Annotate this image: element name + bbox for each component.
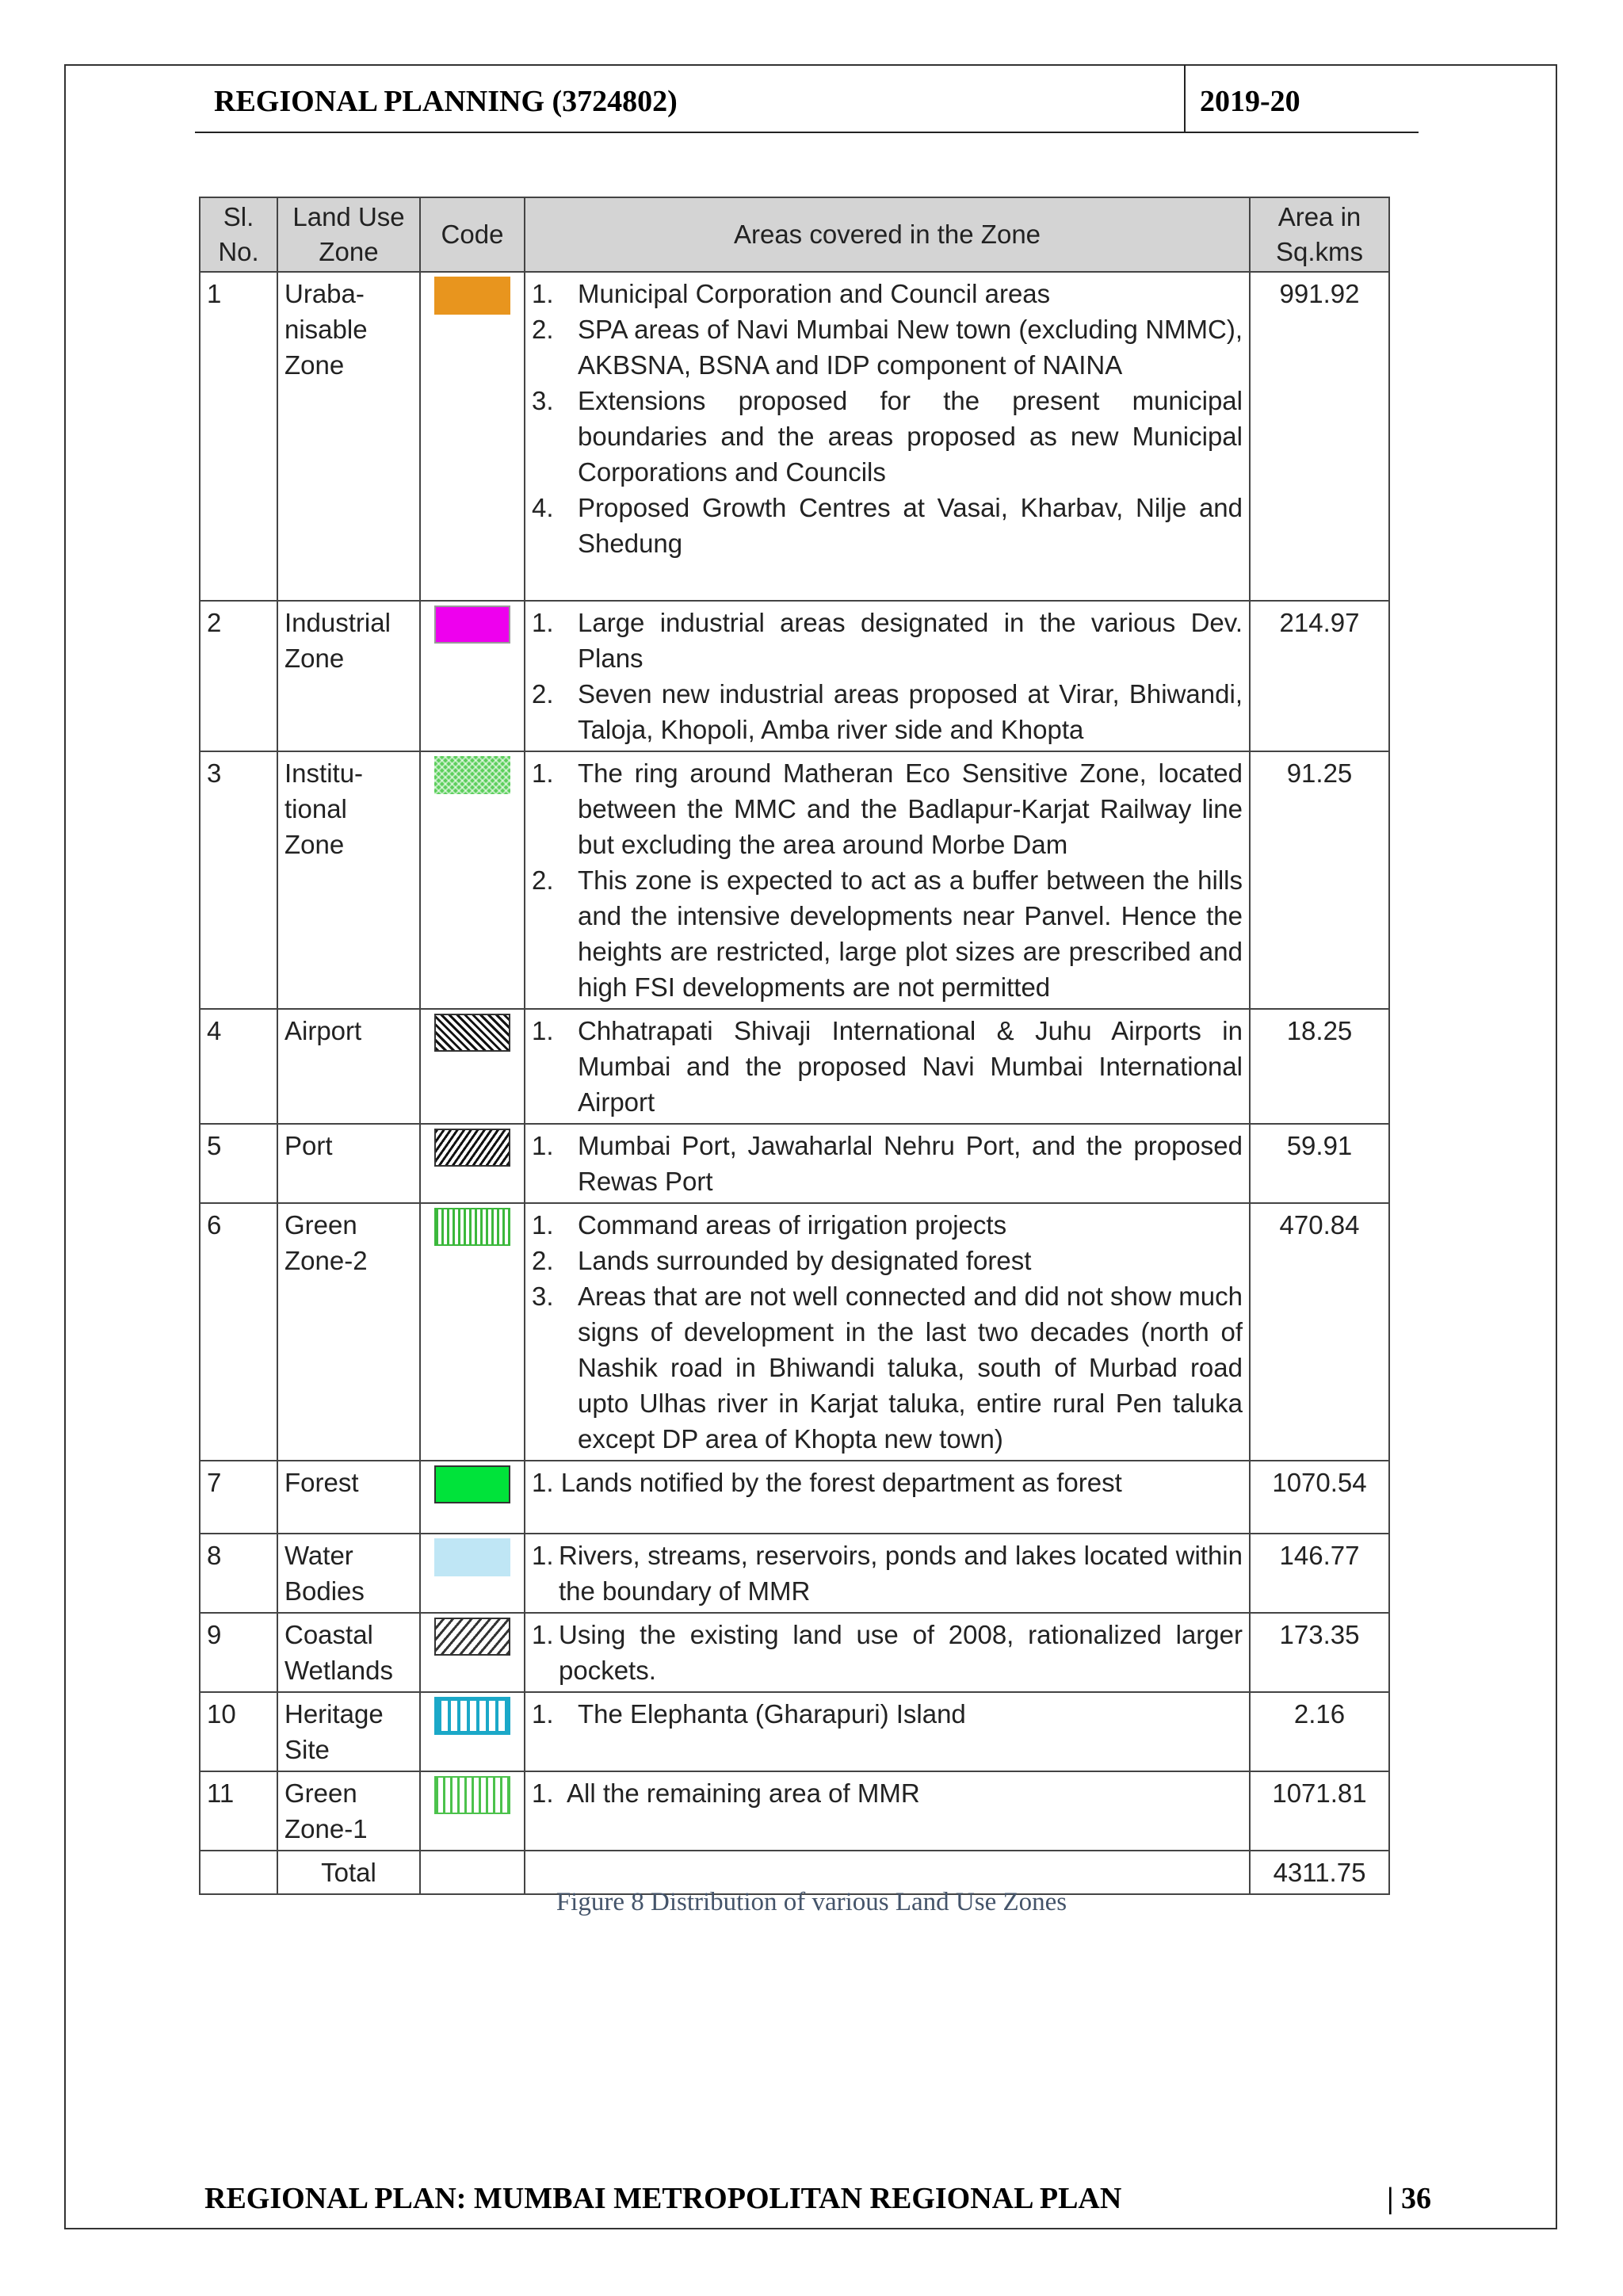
zone-code: [420, 1009, 525, 1124]
item-text: 1. Lands notified by the forest department as forest: [532, 1468, 1122, 1497]
zone-area: 91.25: [1250, 751, 1389, 1009]
zone-areas: [525, 1203, 1250, 1461]
item-number: 1.: [532, 1016, 554, 1045]
item-number: 1.: [532, 608, 554, 637]
item-number: 1.: [532, 279, 554, 308]
zone-name: Green Zone-2: [277, 1203, 420, 1461]
zone-areas: [525, 1534, 1250, 1613]
table-row: [200, 1613, 1389, 1692]
row-number: 2: [200, 601, 277, 751]
zone-name: Port: [277, 1124, 420, 1203]
land-use-table-figure: [199, 197, 1388, 1887]
zone-code: [420, 1124, 525, 1203]
zone-name: Heritage Site: [277, 1692, 420, 1771]
urbanisable-swatch-icon: [434, 277, 510, 315]
list-item: [532, 1013, 1243, 1120]
zone-name: Institu- tional Zone: [277, 751, 420, 1009]
zone-name: Airport: [277, 1009, 420, 1124]
item-number: 2.: [532, 315, 554, 344]
col-header-area: Area in Sq.kms: [1250, 197, 1389, 272]
list-item: [532, 276, 1243, 311]
item-text: The Elephanta (Gharapuri) Island: [578, 1699, 966, 1729]
list-item: [532, 862, 1243, 1005]
zone-code: [420, 1771, 525, 1851]
zone-code: [420, 751, 525, 1009]
zone-code: [420, 272, 525, 601]
zone-name: Coastal Wetlands: [277, 1613, 420, 1692]
zone-area: 173.35: [1250, 1613, 1389, 1692]
land-use-table: [199, 197, 1390, 1895]
zone-area: 18.25: [1250, 1009, 1389, 1124]
col-header-areas: Areas covered in the Zone: [525, 197, 1250, 272]
item-text: Using the existing land use of 2008, rationalized larger pockets.: [559, 1620, 1243, 1685]
list-item: [532, 1128, 1243, 1199]
row-number: 9: [200, 1613, 277, 1692]
item-text: Proposed Growth Centres at Vasai, Kharbav, Nilje and Shedung: [578, 493, 1243, 558]
item-number: 2.: [532, 679, 554, 709]
zone-area: 214.97: [1250, 601, 1389, 751]
list-item: [532, 755, 1243, 862]
item-text: Rivers, streams, reservoirs, ponds and lakes located within the boundary of MMR: [559, 1541, 1243, 1606]
zone-code: [420, 1692, 525, 1771]
list-item: [532, 1617, 1243, 1688]
item-text: Areas that are not well connected and did not show much signs of development in the last two decades (north of Nashik road in Bhiwandi taluka, south of Murbad road upto Ulhas river in Karjat taluka, entire rural Pen taluka except DP area of Khopta new town): [578, 1282, 1243, 1454]
zone-areas: [525, 1461, 1250, 1534]
item-text: SPA areas of Navi Mumbai New town (excluding NMMC), AKBSNA, BSNA and IDP component of NAINA: [578, 315, 1243, 380]
table-row: [200, 1692, 1389, 1771]
industrial-swatch-icon: [434, 606, 510, 644]
zone-area: 991.92: [1250, 272, 1389, 601]
zone-code: [420, 1203, 525, 1461]
zone-code: [420, 1613, 525, 1692]
col-header-no: Sl. No.: [200, 197, 277, 272]
zone-areas: [525, 601, 1250, 751]
institutional-swatch-icon: [434, 756, 510, 794]
table-row: [200, 751, 1389, 1009]
item-number: 4.: [532, 493, 554, 522]
zone-name: Water Bodies: [277, 1534, 420, 1613]
row-number: 10: [200, 1692, 277, 1771]
row-number: 5: [200, 1124, 277, 1203]
figure-caption: Figure 8 Distribution of various Land Use Zones: [556, 1888, 1067, 1916]
list-item: [532, 676, 1243, 747]
airport-swatch-icon: [434, 1014, 510, 1052]
list-item: [532, 311, 1243, 383]
row-number: 6: [200, 1203, 277, 1461]
list-item: [532, 1243, 1243, 1278]
item-number: 3.: [532, 386, 554, 415]
item-number: 2.: [532, 865, 554, 895]
footer-title: REGIONAL PLAN: MUMBAI METROPOLITAN REGIONAL PLAN: [204, 2182, 1122, 2215]
table-row: [200, 1534, 1389, 1613]
page-number: | 36: [1387, 2182, 1431, 2215]
item-text: Chhatrapati Shivaji International & Juhu Airports in Mumbai and the proposed Navi Mumbai International Airport: [578, 1016, 1243, 1117]
list-item: [532, 1278, 1243, 1457]
zone-name: Industrial Zone: [277, 601, 420, 751]
row-number: 3: [200, 751, 277, 1009]
item-text: This zone is expected to act as a buffer between the hills and the intensive developments near Panvel. Hence the heights are restricted, large plot sizes are prescribed and high FSI developments are not permitted: [578, 865, 1243, 1002]
zone-areas: [525, 751, 1250, 1009]
zone-code: [420, 1461, 525, 1534]
port-swatch-icon: [434, 1129, 510, 1167]
item-text: Seven new industrial areas proposed at Virar, Bhiwandi, Taloja, Khopoli, Amba river side and Khopta: [578, 679, 1243, 744]
zone-area: 146.77: [1250, 1534, 1389, 1613]
item-text: Extensions proposed for the present municipal boundaries and the areas proposed as new Municipal Corporations and Councils: [578, 386, 1243, 487]
zone-area: 2.16: [1250, 1692, 1389, 1771]
item-text: Mumbai Port, Jawaharlal Nehru Port, and the proposed Rewas Port: [578, 1131, 1243, 1196]
zone-code: [420, 1534, 525, 1613]
row-number: 1: [200, 272, 277, 601]
zone-areas: [525, 272, 1250, 601]
item-number: 1.: [532, 1541, 554, 1570]
zone-area: 59.91: [1250, 1124, 1389, 1203]
coastal-wetlands-swatch-icon: [434, 1618, 510, 1656]
water-bodies-swatch-icon: [434, 1538, 510, 1576]
forest-swatch-icon: [434, 1465, 510, 1503]
item-number: 2.: [532, 1246, 554, 1275]
list-item: [532, 490, 1243, 561]
row-number: 4: [200, 1009, 277, 1124]
header-divider: [1184, 65, 1186, 133]
list-item: [532, 383, 1243, 490]
list-item: [532, 1538, 1243, 1609]
table-row: [200, 1461, 1389, 1534]
page-header: [195, 65, 1419, 133]
table-row: [200, 601, 1389, 751]
zone-areas: [525, 1009, 1250, 1124]
item-text: Lands surrounded by designated forest: [578, 1246, 1032, 1275]
item-number: 1.: [532, 1620, 554, 1649]
list-item: [532, 1696, 1243, 1732]
item-number: 1.: [532, 1210, 554, 1240]
zone-code: [420, 601, 525, 751]
item-number: 1.: [532, 1778, 554, 1808]
green-zone-1-swatch-icon: [434, 1776, 510, 1814]
table-row: [200, 1203, 1389, 1461]
zone-area: 1071.81: [1250, 1771, 1389, 1851]
heritage-site-swatch-icon: [434, 1697, 510, 1735]
total-value: 4311.75: [1250, 1851, 1389, 1894]
zone-name: Green Zone-1: [277, 1771, 420, 1851]
col-header-zone: Land Use Zone: [277, 197, 420, 272]
zone-area: 470.84: [1250, 1203, 1389, 1461]
total-label: Total: [277, 1851, 420, 1894]
item-number: 3.: [532, 1282, 554, 1311]
zone-name: Uraba- nisable Zone: [277, 272, 420, 601]
row-number: 11: [200, 1771, 277, 1851]
list-item: [532, 605, 1243, 676]
col-header-code: Code: [420, 197, 525, 272]
item-text: Command areas of irrigation projects: [578, 1210, 1007, 1240]
table-row: [200, 1124, 1389, 1203]
item-number: 1.: [532, 1699, 554, 1729]
table-row: [200, 1771, 1389, 1851]
zone-areas: [525, 1771, 1250, 1851]
zone-name: Forest: [277, 1461, 420, 1534]
table-header-row: [200, 197, 1389, 272]
item-text: All the remaining area of MMR: [567, 1778, 920, 1808]
item-number: 1.: [532, 758, 554, 788]
zone-areas: [525, 1692, 1250, 1771]
header-year: 2019-20: [1200, 85, 1300, 118]
row-number: 7: [200, 1461, 277, 1534]
item-number: 1.: [532, 1131, 554, 1160]
zone-areas: [525, 1124, 1250, 1203]
zone-area: 1070.54: [1250, 1461, 1389, 1534]
green-zone-2-swatch-icon: [434, 1208, 510, 1246]
list-item: [532, 1775, 1243, 1811]
list-item: [532, 1207, 1243, 1243]
item-text: Large industrial areas designated in the various Dev. Plans: [578, 608, 1243, 673]
item-text: The ring around Matheran Eco Sensitive Zone, located between the MMC and the Badlapur-Karjat Railway line but excluding the area around Morbe Dam: [578, 758, 1243, 859]
table-row: [200, 272, 1389, 601]
header-title: REGIONAL PLANNING (3724802): [214, 85, 678, 118]
row-number: 8: [200, 1534, 277, 1613]
item-text: Municipal Corporation and Council areas: [578, 279, 1051, 308]
zone-areas: [525, 1613, 1250, 1692]
table-row: [200, 1009, 1389, 1124]
